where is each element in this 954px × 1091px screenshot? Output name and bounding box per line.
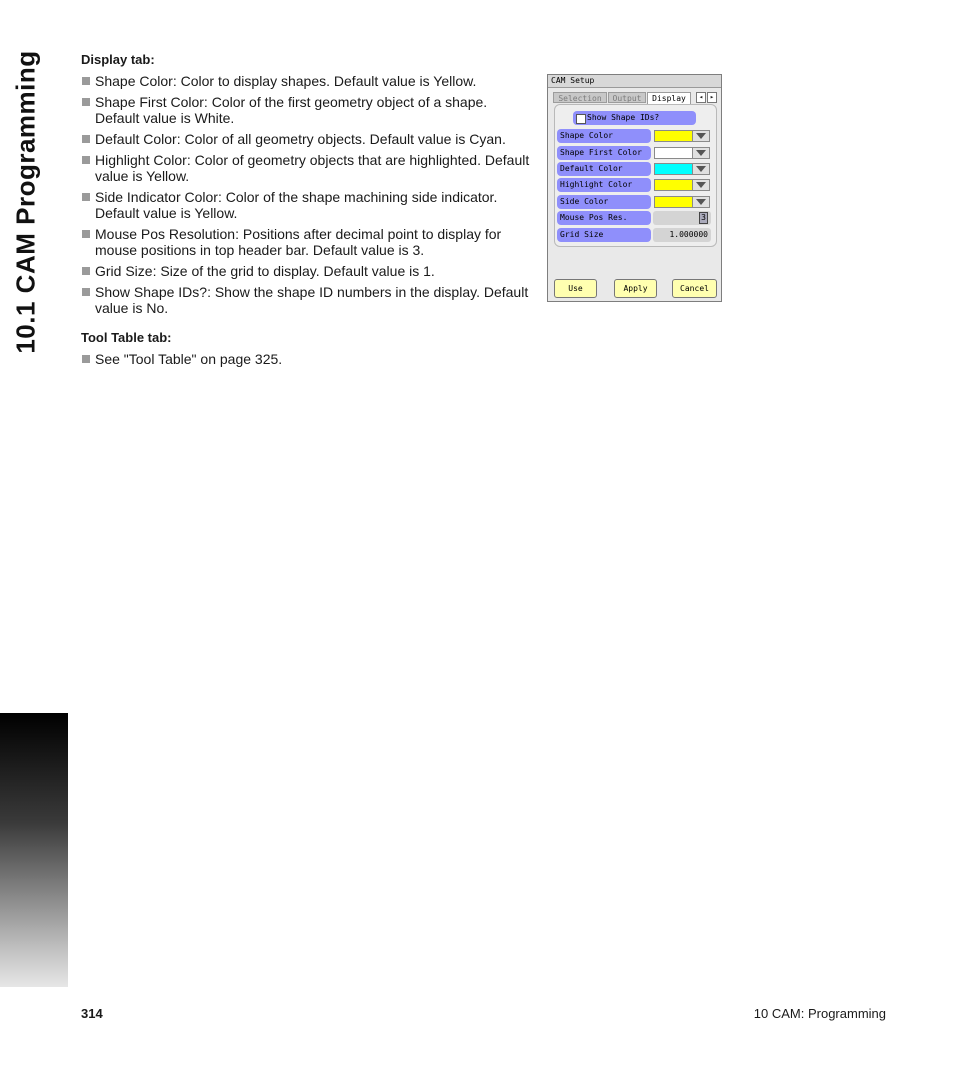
list-item: Grid Size: Size of the grid to display. Default value is 1.	[81, 263, 531, 279]
tab-left-arrow-icon[interactable]: ◂	[696, 92, 706, 103]
checkbox-icon[interactable]	[576, 114, 586, 124]
side-color-label: Side Color	[557, 195, 651, 209]
color-swatch	[655, 197, 693, 207]
use-button[interactable]: Use	[554, 279, 597, 298]
list-item: Shape First Color: Color of the first geometry object of a shape. Default value is White.	[81, 94, 531, 126]
highlight-color-select[interactable]	[654, 179, 710, 191]
show-shape-ids-checkbox[interactable]	[573, 111, 696, 125]
apply-button[interactable]: Apply	[614, 279, 657, 298]
tab-right-arrow-icon[interactable]: ▸	[707, 92, 717, 103]
color-swatch	[655, 164, 693, 174]
shape-first-color-label: Shape First Color	[557, 146, 651, 160]
side-gradient-bar	[0, 713, 68, 987]
highlight-color-label: Highlight Color	[557, 178, 651, 192]
mouse-pos-res-field[interactable]	[653, 211, 711, 225]
cancel-button[interactable]: Cancel	[672, 279, 717, 298]
side-color-select[interactable]	[654, 196, 710, 208]
tab-selection[interactable]: Selection	[553, 92, 607, 103]
chapter-footer: 10 CAM: Programming	[753, 1006, 886, 1021]
list-item: Highlight Color: Color of geometry objects that are highlighted. Default value is Yellow.	[81, 152, 531, 184]
tool-table-heading: Tool Table tab:	[81, 330, 172, 345]
list-item: Mouse Pos Resolution: Positions after decimal point to display for mouse positions in top header bar. Default value is 3.	[81, 226, 531, 258]
shape-color-label: Shape Color	[557, 129, 651, 143]
color-swatch	[655, 131, 693, 141]
body-text	[81, 52, 531, 372]
list-item: Default Color: Color of all geometry objects. Default value is Cyan.	[81, 131, 531, 147]
list-item: See "Tool Table" on page 325.	[81, 351, 531, 367]
list-item: Show Shape IDs?: Show the shape ID numbers in the display. Default value is No.	[81, 284, 531, 316]
dialog-title: CAM Setup	[548, 75, 721, 88]
tool-table-list	[81, 351, 531, 367]
chevron-down-icon[interactable]	[692, 131, 709, 141]
shape-color-select[interactable]	[654, 130, 710, 142]
chevron-down-icon[interactable]	[692, 197, 709, 207]
cam-setup-dialog	[547, 74, 722, 302]
chevron-down-icon[interactable]	[692, 180, 709, 190]
display-tab-heading: Display tab:	[81, 52, 155, 67]
default-color-select[interactable]	[654, 163, 710, 175]
grid-size-field[interactable]: 1.000000	[653, 228, 711, 242]
grid-size-label: Grid Size	[557, 228, 651, 242]
chevron-down-icon[interactable]	[692, 148, 709, 158]
list-item: Shape Color: Color to display shapes. Default value is Yellow.	[81, 73, 531, 89]
list-item: Side Indicator Color: Color of the shape machining side indicator. Default value is Yellow.	[81, 189, 531, 221]
default-color-label: Default Color	[557, 162, 651, 176]
shape-first-color-select[interactable]	[654, 147, 710, 159]
tab-display[interactable]: Display	[647, 92, 691, 104]
display-tab-list	[81, 73, 531, 316]
mouse-pos-res-label: Mouse Pos Res.	[557, 211, 651, 225]
chapter-side-title: 10.1 CAM Programming	[10, 50, 41, 354]
checkbox-label: Show Shape IDs?	[587, 113, 660, 122]
color-swatch	[655, 148, 693, 158]
page-number: 314	[81, 1006, 103, 1021]
mouse-pos-res-value[interactable]: 3	[701, 213, 706, 222]
tab-output[interactable]: Output	[608, 92, 646, 103]
chevron-down-icon[interactable]	[692, 164, 709, 174]
tab-scroll-arrows	[696, 92, 717, 103]
color-swatch	[655, 180, 693, 190]
